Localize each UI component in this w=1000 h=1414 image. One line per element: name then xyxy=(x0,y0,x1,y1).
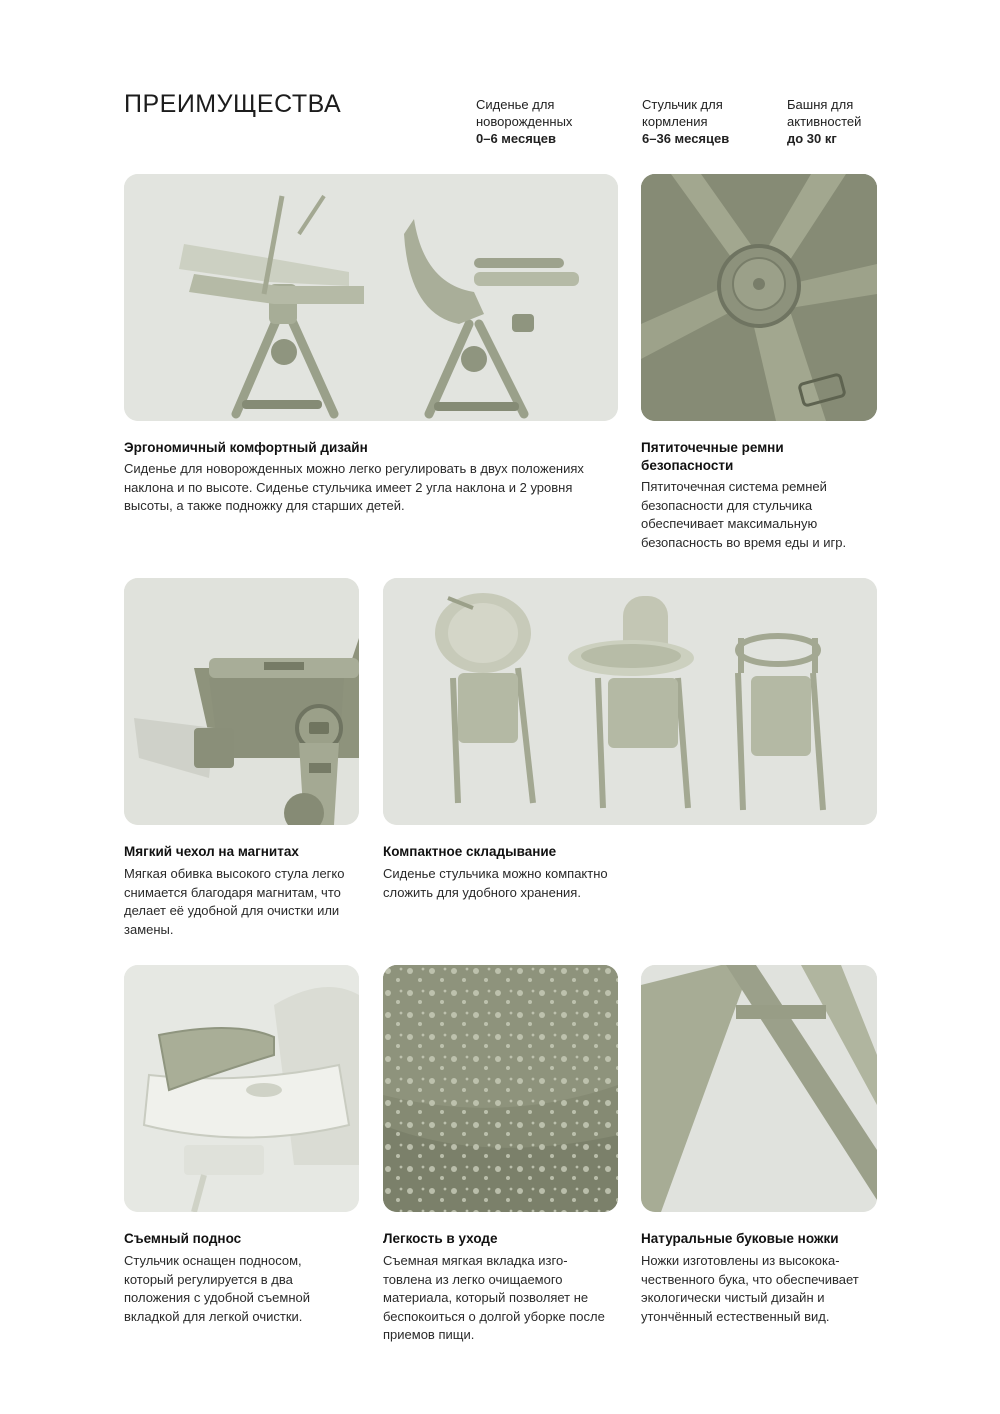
feature-description: Стульчик оснащен подносом, который регулируется в два положения с удобной съемной вкладкой для легкой очистки. xyxy=(124,1253,311,1324)
seat-cover-illustration xyxy=(124,578,359,825)
image-easy-care xyxy=(383,965,618,1212)
tray-illustration xyxy=(124,965,359,1212)
mode-activity-tower xyxy=(787,96,887,147)
mode-range: 6–36 месяцев xyxy=(642,131,730,146)
image-removable-tray xyxy=(124,965,359,1212)
feature-title: Пятиточечные ремни безопасности xyxy=(641,440,784,473)
image-beech-legs xyxy=(641,965,877,1212)
feature-description: Ножки изготовлены из высококачественного бука, что обеспечивает экологически чистый дизайн и утончённый естественный вид. xyxy=(641,1253,859,1324)
feature-description: Сиденье для новорожденных можно легко регулировать в двух положениях наклона и по высоте. Сиденье стульчика имеет 2 угла наклона и 2 уровня высоты, а также подножку для старших детей. xyxy=(124,461,584,513)
feature-title: Компактное складывание xyxy=(383,844,557,859)
mode-feeding-chair xyxy=(642,96,760,147)
page-title: ПРЕИМУЩЕСТВА xyxy=(124,90,342,118)
mode-newborn xyxy=(476,96,626,147)
feature-description: Пятиточечная система ремней безопасности для стульчика обеспечивает максимальную безопасность во время еды и игр. xyxy=(641,479,847,550)
image-ergonomic-design xyxy=(124,174,618,421)
mode-label: Стульчик для кормления xyxy=(642,97,723,129)
feature-description: Сиденье стульчика можно компактно сложить для удобного хранения. xyxy=(383,866,608,900)
chair-sideview-illustration xyxy=(124,174,618,421)
feature-title: Легкость в уходе xyxy=(383,1231,498,1246)
image-compact-folding xyxy=(383,578,877,825)
image-magnetic-cover xyxy=(124,578,359,825)
feature-description: Мягкая обивка высокого стула легко снимается благодаря магнитам, что делает её удобной для очистки или замены. xyxy=(124,866,345,937)
mode-label: Башня для активностей xyxy=(787,97,862,129)
feature-title: Эргономичный комфортный дизайн xyxy=(124,440,368,455)
feature-title: Съемный поднос xyxy=(124,1231,242,1246)
mode-range: 0–6 месяцев xyxy=(476,131,557,146)
image-five-point-harness xyxy=(641,174,877,421)
wooden-legs-illustration xyxy=(641,965,877,1212)
harness-buckle-illustration xyxy=(641,174,877,421)
water-droplets-illustration xyxy=(383,965,618,1212)
folded-chairs-illustration xyxy=(383,578,877,825)
feature-description: Съемная мягкая вкладка изготовлена из легко очищаемого материала, который позволяет не беспокоиться о долгой уборке после приемов пищи. xyxy=(383,1253,605,1342)
feature-title: Натуральные буковые ножки xyxy=(641,1231,839,1246)
mode-range: до 30 кг xyxy=(787,131,837,146)
mode-label: Сиденье для новорожденных xyxy=(476,97,573,129)
feature-title: Мягкий чехол на магнитах xyxy=(124,844,299,859)
